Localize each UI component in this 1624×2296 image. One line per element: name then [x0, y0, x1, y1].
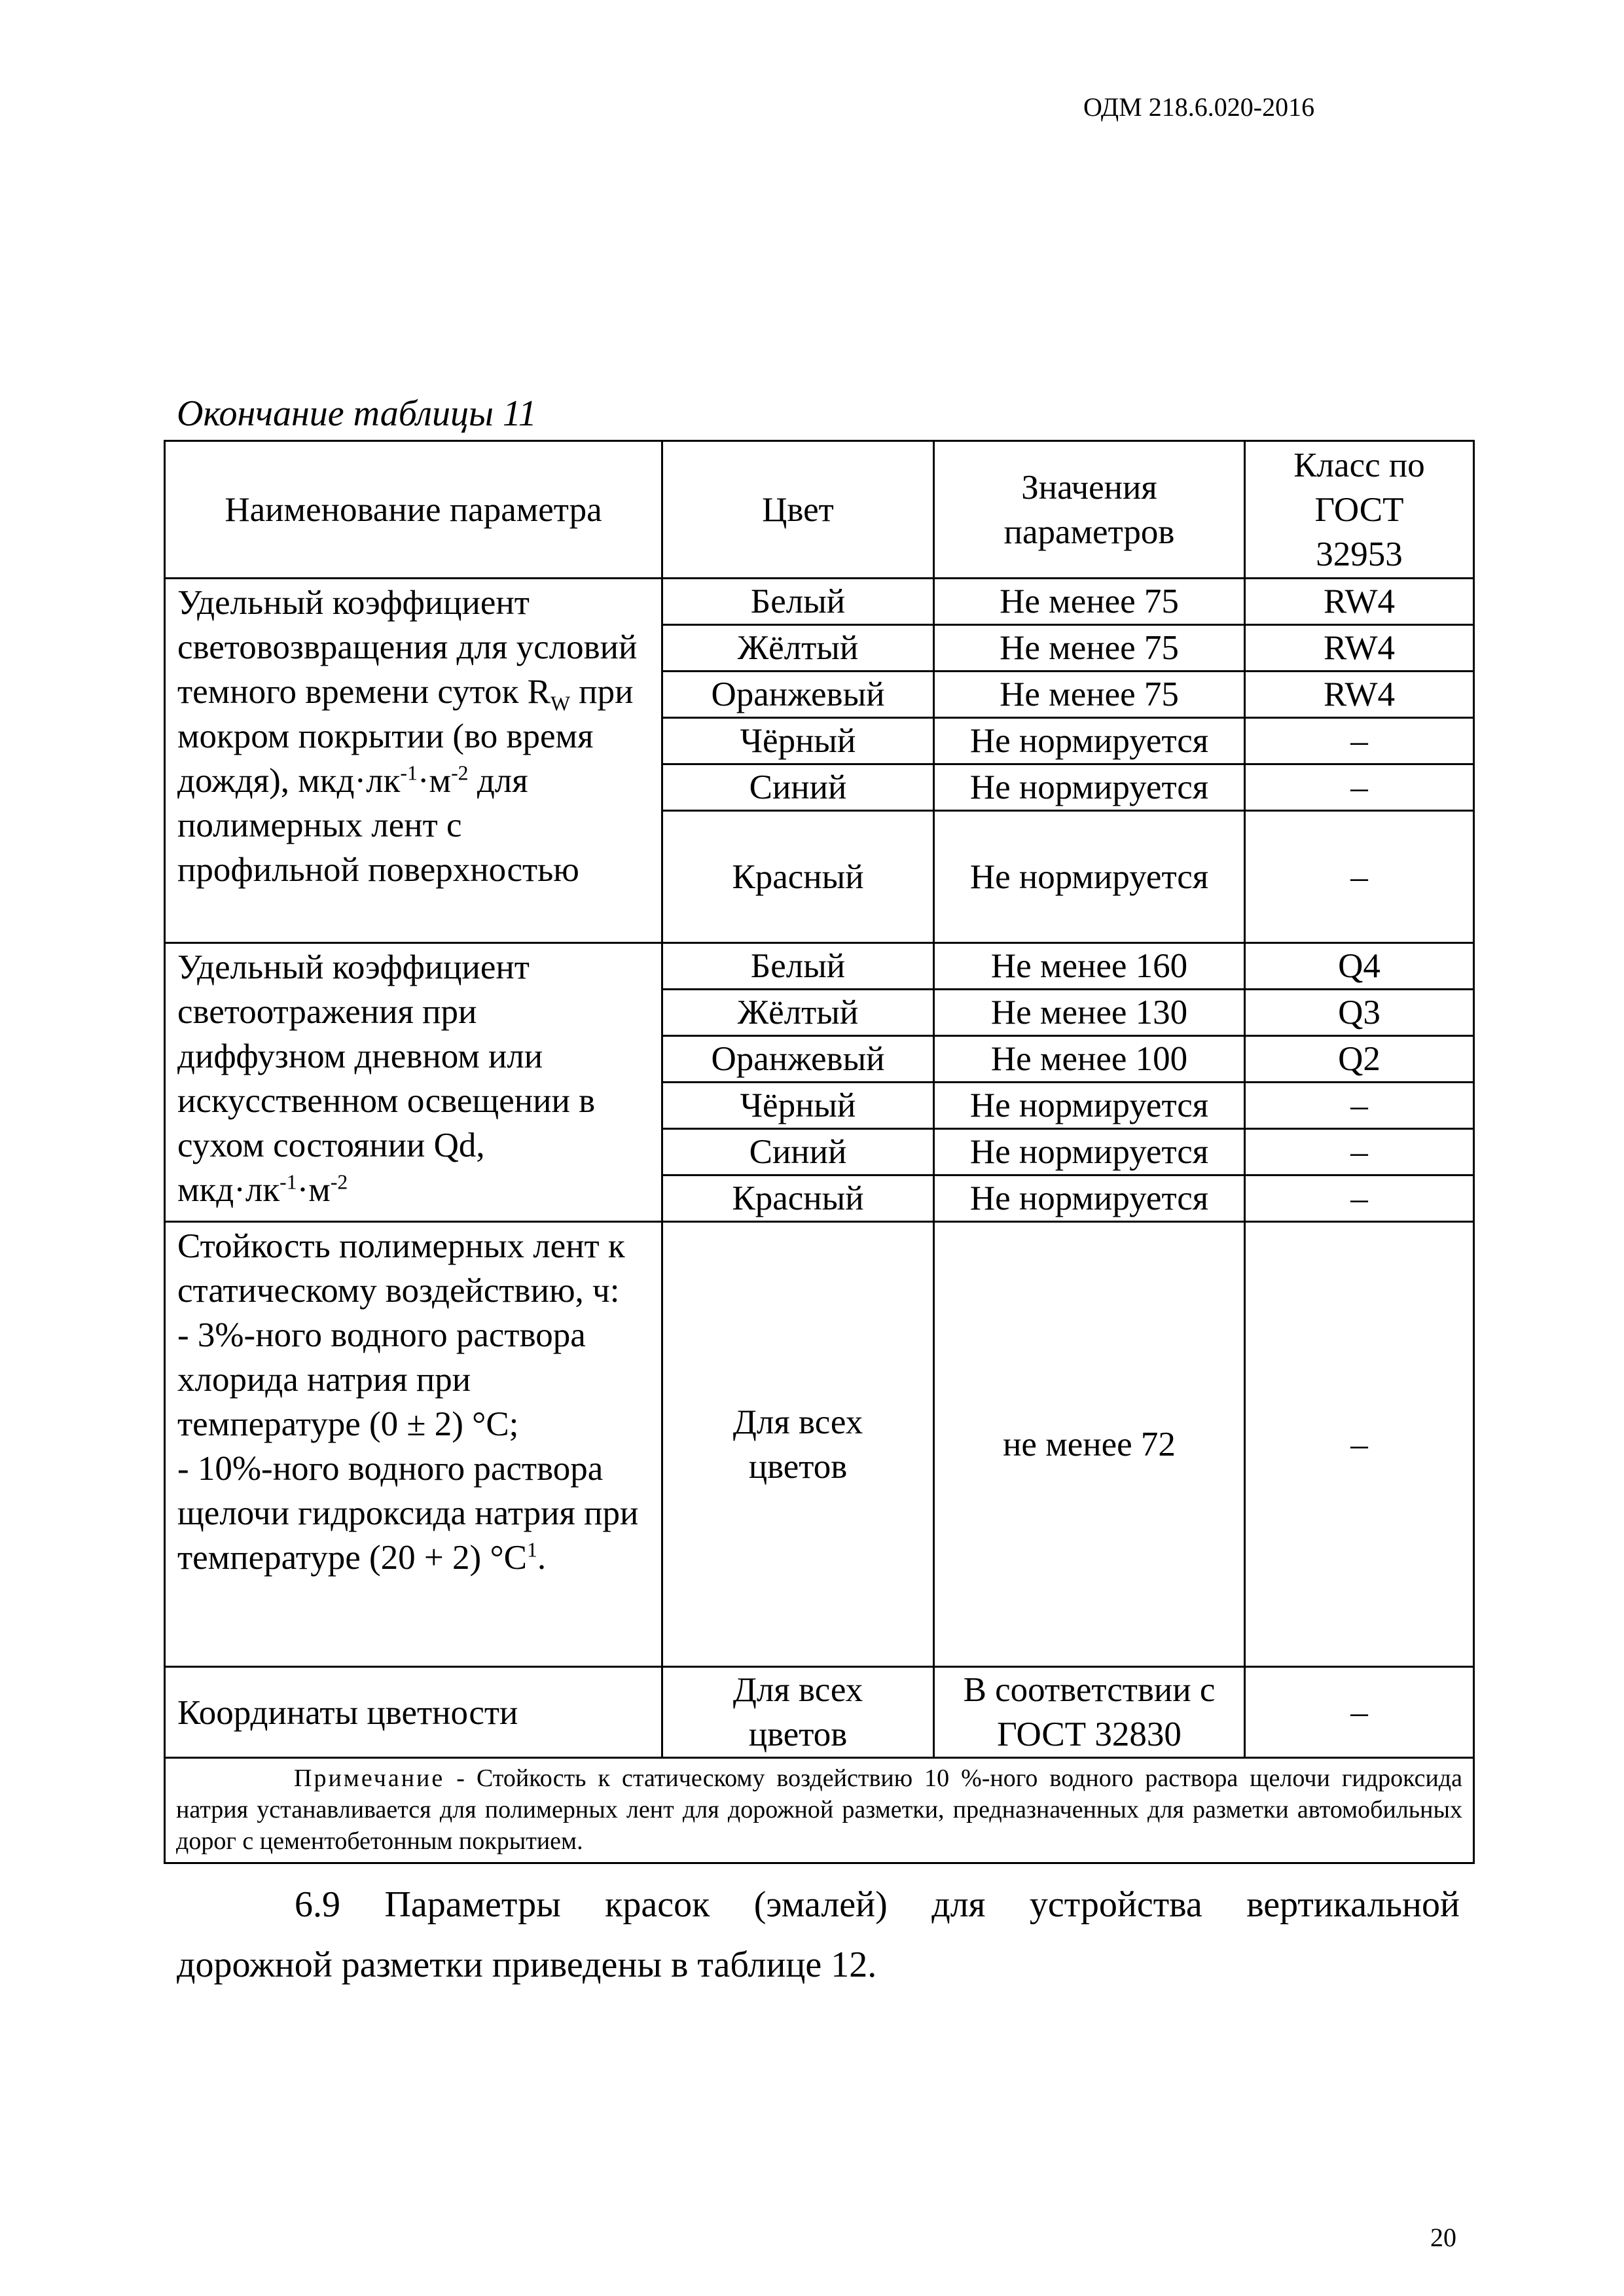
cell-color: Оранжевый — [662, 1036, 934, 1083]
note-text: - Стойкость к статическому воздействию 10 %-ного водного раствора щелочи гидроксида натрия устанавливается для полимерных лент для дорожной разметки, предназначенных для разметки автомобильных дорог с цементобетонным покрытием. — [176, 1765, 1462, 1855]
cell-value: не менее 72 — [934, 1222, 1245, 1667]
cell-class: – — [1245, 764, 1474, 811]
page-number: 20 — [1430, 2223, 1456, 2252]
table-note — [165, 1758, 1474, 1863]
parameters-table — [164, 440, 1475, 1864]
cell-class: Q2 — [1245, 1036, 1474, 1083]
cell-class: – — [1245, 1667, 1474, 1758]
param-retroreflection-wet: Удельный коэффициент световозвращения для условий темного времени суток $R_W$ при мокром покрытии (во время дождя), $мкд\cdot лк^{-1}\cdot м^{-2}$ для полимерных лент с профильной поверхностью — [165, 579, 662, 943]
cell-value: Не менее 75 — [934, 672, 1245, 718]
cell-color: Белый — [662, 943, 934, 990]
cell-class: RW4 — [1245, 625, 1474, 672]
paragraph-line-1: 6.9 Параметры красок (эмалей) для устройства вертикальной — [295, 1884, 1460, 1925]
table-row — [165, 1667, 1474, 1758]
paragraph-line-2: дорожной разметки приведены в таблице 12. — [177, 1945, 877, 1985]
cell-value: Не менее 75 — [934, 579, 1245, 625]
cell-class: – — [1245, 718, 1474, 764]
header-class: Класс по ГОСТ 32953 — [1245, 441, 1474, 579]
param-luminance-dry: Удельный коэффициент светоотражения при диффузном дневном или искусственном освещении в сухом состоянии Qd, $мкд\cdot лк^{-1}\cdot м^{-2}$ — [165, 943, 662, 1222]
cell-value: Не менее 100 — [934, 1036, 1245, 1083]
cell-class: Q3 — [1245, 990, 1474, 1036]
cell-color: Красный — [662, 811, 934, 943]
cell-value: Не менее 160 — [934, 943, 1245, 990]
cell-color: Синий — [662, 1129, 934, 1175]
header-value: Значения параметров — [934, 441, 1245, 579]
cell-color: Красный — [662, 1175, 934, 1222]
param-static-resistance: Стойкость полимерных лент к статическому воздействию, ч: - 3%-ного водного раствора хлорида натрия при температуре (0 ± 2) °С; - 10%-ного водного раствора щелочи гидроксида натрия при температуре (20 + 2) $^\circ С^1$. — [165, 1222, 662, 1667]
cell-color: Белый — [662, 579, 934, 625]
cell-color: Для всех цветов — [662, 1222, 934, 1667]
cell-class: Q4 — [1245, 943, 1474, 990]
cell-class: – — [1245, 1175, 1474, 1222]
cell-value: Не нормируется — [934, 718, 1245, 764]
cell-class: – — [1245, 1129, 1474, 1175]
cell-value: Не менее 75 — [934, 625, 1245, 672]
document-code: ОДМ 218.6.020-2016 — [1083, 92, 1315, 122]
table-row — [165, 943, 1474, 990]
cell-color: Для всех цветов — [662, 1667, 934, 1758]
cell-value: Не нормируется — [934, 1083, 1245, 1129]
cell-class: RW4 — [1245, 672, 1474, 718]
table-header-row — [165, 441, 1474, 579]
table-note-row — [165, 1758, 1474, 1863]
cell-color: Чёрный — [662, 718, 934, 764]
cell-color: Синий — [662, 764, 934, 811]
table-caption: Окончание таблицы 11 — [177, 393, 537, 434]
cell-class: – — [1245, 1083, 1474, 1129]
table-row — [165, 1222, 1474, 1667]
cell-color: Оранжевый — [662, 672, 934, 718]
cell-value: В соответствии с ГОСТ 32830 — [934, 1667, 1245, 1758]
cell-color: Чёрный — [662, 1083, 934, 1129]
table-row — [165, 579, 1474, 625]
cell-class: – — [1245, 811, 1474, 943]
body-paragraph — [177, 1874, 1460, 1995]
cell-value: Не нормируется — [934, 811, 1245, 943]
cell-class: RW4 — [1245, 579, 1474, 625]
cell-value: Не нормируется — [934, 764, 1245, 811]
cell-class: – — [1245, 1222, 1474, 1667]
cell-color: Жёлтый — [662, 990, 934, 1036]
cell-value: Не менее 130 — [934, 990, 1245, 1036]
cell-value: Не нормируется — [934, 1175, 1245, 1222]
header-color: Цвет — [662, 441, 934, 579]
note-label: Примечание — [294, 1765, 445, 1792]
header-param: Наименование параметра — [165, 441, 662, 579]
param-chromaticity: Координаты цветности — [165, 1667, 662, 1758]
cell-value: Не нормируется — [934, 1129, 1245, 1175]
cell-color: Жёлтый — [662, 625, 934, 672]
